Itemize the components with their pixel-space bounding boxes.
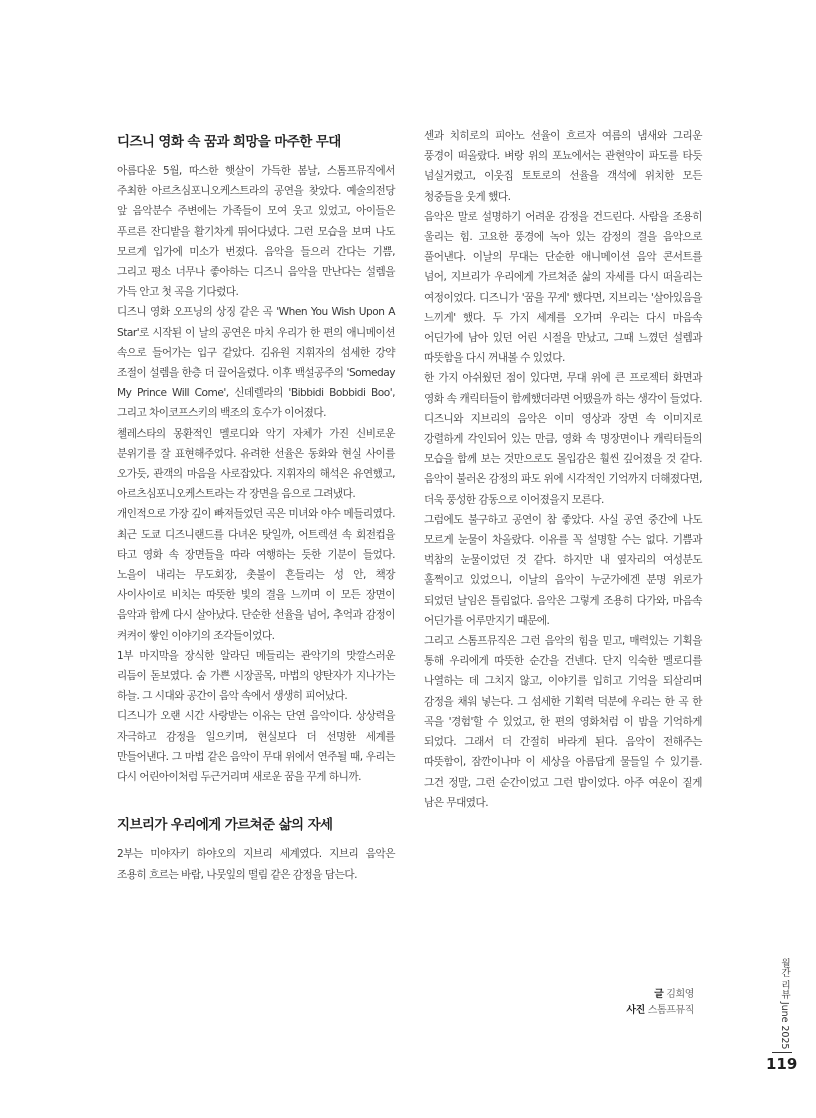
article-paragraph: 디즈니가 오랜 시간 사랑받는 이유는 단연 음악이다. 상상력을 자극하고 감정을 일으키며, 현실보다 더 선명한 세계를 만들어낸다. 그 마법 같은 음악이 무대 위에서 연주될 때, 우리는 다시 어린아이처럼 두근거리며 새로운 꿈을 꾸게 하니까. [117, 710, 395, 784]
article-paragraph: 첼레스타의 몽환적인 멜로디와 악기 자체가 가진 신비로운 분위기를 잘 표현해주었다. 유려한 선율은 동화와 현실 사이를 오가듯, 관객의 마음을 사로잡았다. 지휘자의 해석은 유연했고, 아르츠심포니오케스트라는 각 장면을 음으로 그려냈다. [117, 427, 395, 501]
article-credits [560, 987, 694, 1019]
section-heading-disney: 디즈니 영화 속 꿈과 희망을 마주한 무대 [117, 134, 341, 150]
photo-credit [560, 1003, 694, 1019]
article-paragraph: 그럼에도 불구하고 공연이 참 좋았다. 사실 공연 중간에 나도 모르게 눈물이 차올랐다. 이유를 꼭 설명할 수는 없다. 기쁨과 벅참의 눈물이었던 것 같다. 하지만 내 옆자리의 여성분도 훌쩍이고 있었으니, 이날의 음악이 누군가에겐 분명 위로가 되었던 날임은 틀림없다. 음악은 그렇게 조용히 다가와, 마음속 어딘가를 어루만지기 때문에. [424, 513, 702, 627]
article-paragraph: 그리고 스톰프뮤직은 그런 음악의 힘을 믿고, 매력있는 기획을 통해 우리에게 따뜻한 순간을 건넨다. 단지 익숙한 멜로디를 나열하는 데 그치지 않고, 이야기를 입히고 기억을 되살리며 감정을 채워 넣는다. 그 섬세한 기획력 덕분에 우리는 한 곡 한 곡을 '경험'할 수 있었고, 한 편의 영화처럼 이 밤을 기억하게 되었다. 그래서 더 간절히 바라게 된다. 음악이 전해주는 따뜻함이, 잠깐이나마 이 세상을 아름답게 물들일 수 있기를. 그건 정말, 그런 순간이었고 그런 밤이었다. 아주 여운이 짙게 남은 무대였다. [424, 635, 702, 809]
writer-name: 김희영 [666, 989, 694, 1000]
page-number-rule [772, 1052, 792, 1053]
photo-source: 스톰프뮤직 [647, 1005, 694, 1016]
photo-label: 사진 [626, 1005, 645, 1016]
article-paragraph: 한 가지 아쉬웠던 점이 있다면, 무대 위에 큰 프로젝터 화면과 영화 속 캐릭터들이 함께했더라면 어땠을까 하는 생각이 들었다. 디즈니와 지브리의 음악은 이미 영상과 장면 속 이미지로 강렬하게 각인되어 있는 만큼, 영화 속 명장면이나 캐릭터들의 모습을 함께 보는 것만으로도 몰입감은 훨씬 깊어졌을 것 같다. 음악이 불러온 감정의 파도 위에 시각적인 기억까지 더해졌다면, 더욱 풍성한 감동으로 이어졌을지 모른다. [424, 372, 702, 506]
right-column [424, 126, 702, 813]
article-paragraph: 음악은 말로 설명하기 어려운 감정을 건드린다. 사람을 조용히 울리는 힘. 고요한 풍경에 녹아 있는 감정의 결을 음악으로 풀어낸다. 이날의 무대는 단순한 애니메이션 음악 콘서트를 넘어, 지브리가 우리에게 가르쳐준 삶의 자세를 다시 떠올리는 여정이었다. 디즈니가 '꿈을 꾸게' 했다면, 지브리는 '살아있음을 느끼게' 했다. 두 가지 세계를 오가며 우리는 다시 마음속 어딘가에 남아 있던 어린 시절을 만났고, 그때 느꼈던 설렘과 따뜻함을 다시 꺼내볼 수 있었다. [424, 210, 702, 365]
section-heading-ghibli: 지브리가 우리에게 가르쳐준 삶의 자세 [117, 817, 333, 834]
magazine-running-title: 월간 리뷰 June 2025 [779, 958, 790, 1050]
left-column [117, 126, 395, 885]
article-paragraph: 디즈니 영화 오프닝의 상징 같은 곡 'When You Wish Upon A Star'로 시작된 이 날의 공연은 마치 우리가 한 편의 애니메이션 속으로 들어가는 입구 같았다. 김유원 지휘자의 섬세한 강약 조절이 설렘을 한층 더 끌어올렸다. 이후 백설공주의 'Someday My Prince Will Come', 신데렐라의 'Bibbidi Bobbidi Boo', 그리고 차이코프스키의 백조의 호수가 이어졌다. [117, 306, 395, 420]
article-paragraph: 1부 마지막을 장식한 알라딘 메들리는 관악기의 맛깔스러운 리듬이 돋보였다. 숨 가쁜 시장골목, 마법의 양탄자가 지나가는 하늘. 그 시대와 공간이 음악 속에서 생생히 피어났다. [117, 649, 395, 703]
writer-credit [560, 987, 694, 1003]
page-number: 119 [766, 1055, 798, 1073]
writer-label: 글 [654, 989, 664, 1000]
article-paragraph: 2부는 미야자키 하야오의 지브리 세계였다. 지브리 음악은 조용히 흐르는 바람, 나뭇잎의 떨림 같은 감정을 담는다. [117, 848, 395, 881]
article-paragraph: 센과 치히로의 피아노 선율이 흐르자 여름의 냄새와 그리운 풍경이 떠올랐다. 벼랑 위의 포뇨에서는 관현악이 파도를 타듯 넘실거렸고, 이웃집 토토로의 선율을 객석에 위치한 모든 청중들을 웃게 했다. [424, 130, 702, 203]
article-paragraph: 아름다운 5월, 따스한 햇살이 가득한 봄날, 스톰프뮤직에서 주최한 아르츠심포니오케스트라의 공연을 찾았다. 예술의전당 앞 음악분수 주변에는 가족들이 모여 웃고 있었고, 아이들은 푸르른 잔디밭을 활기차게 뛰어다녔다. 그런 모습을 보며 나도 모르게 입가에 미소가 번졌다. 음악을 들으러 간다는 기쁨, 그리고 평소 너무나 좋아하는 디즈니 음악을 만난다는 설렘을 가득 안고 첫 곡을 기다렸다. [117, 165, 395, 299]
section-spacer [117, 787, 395, 809]
article-paragraph: 개인적으로 가장 깊이 빠져들었던 곡은 미녀와 야수 메들리였다. 최근 도쿄 디즈니랜드를 다녀온 탓일까, 어트렉션 속 회전컵을 타고 영화 속 장면들을 따라 여행하는 듯한 기분이 들었다. 노을이 내리는 무도회장, 촛불이 흔들리는 성 안, 책장 사이사이로 비치는 따뜻한 빛의 결을 느끼며 이 모든 장면이 음악과 함께 다시 살아났다. 단순한 선율을 넘어, 추억과 감정이 켜켜이 쌓인 이야기의 조각들이었다. [117, 508, 395, 642]
